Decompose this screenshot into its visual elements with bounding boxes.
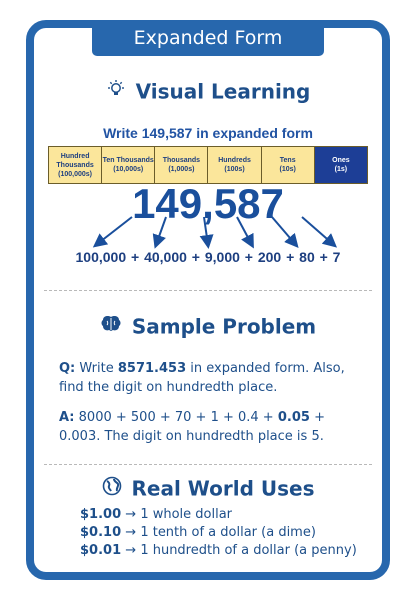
expanded-form-card [26,20,390,580]
list-item: $0.01 → 1 hundredth of a dollar (a penny) [80,543,357,558]
digit-arrows [34,213,382,253]
banner-title: Expanded Form [92,20,324,56]
uses-list [80,506,370,560]
place-hundreds: Hundreds (100s) [208,147,261,184]
place-value-table [48,146,368,184]
real-world-heading: Real World Uses [34,475,382,501]
answer-text: A: 8000 + 500 + 70 + 1 + 0.4 + 0.05 + 0.003. The digit on hundredth place is 5. [59,410,325,444]
arrow-9 [204,217,208,245]
expanded-sum: 100,000 + 40,000 + 9,000 + 200 + 80 + 7 [75,249,341,265]
arrow-5 [237,217,252,245]
place-hundred-thousands: Hundred Thousands (100,000s) [49,147,102,184]
question-text: Q: Write 8571.453 in expanded form. Also, find the digit on hundredth place. [59,361,345,395]
divider-1 [44,290,372,291]
brain-icon [100,314,122,339]
place-ones: Ones (1s) [314,147,367,184]
arrow-4 [156,217,166,245]
lightbulb-icon [106,79,126,104]
list-item: $1.00 → 1 whole dollar [80,507,233,522]
divider-2 [44,464,372,465]
place-tens: Tens (10s) [261,147,314,184]
big-number: 149,587 [132,180,284,227]
list-item: $0.10 → 1 tenth of a dollar (a dime) [80,525,316,540]
arrow-8 [272,217,296,245]
globe-icon [102,476,122,501]
visual-learning-heading: Visual Learning [34,78,382,104]
sample-problem-heading: Sample Problem [34,313,382,339]
chart-title: Write 149,587 in expanded form [103,125,313,141]
place-thousands: Thousands (1,000s) [155,147,208,184]
arrow-1 [96,217,132,245]
arrow-7 [302,217,334,245]
place-ten-thousands: Ten Thousands (10,000s) [102,147,155,184]
